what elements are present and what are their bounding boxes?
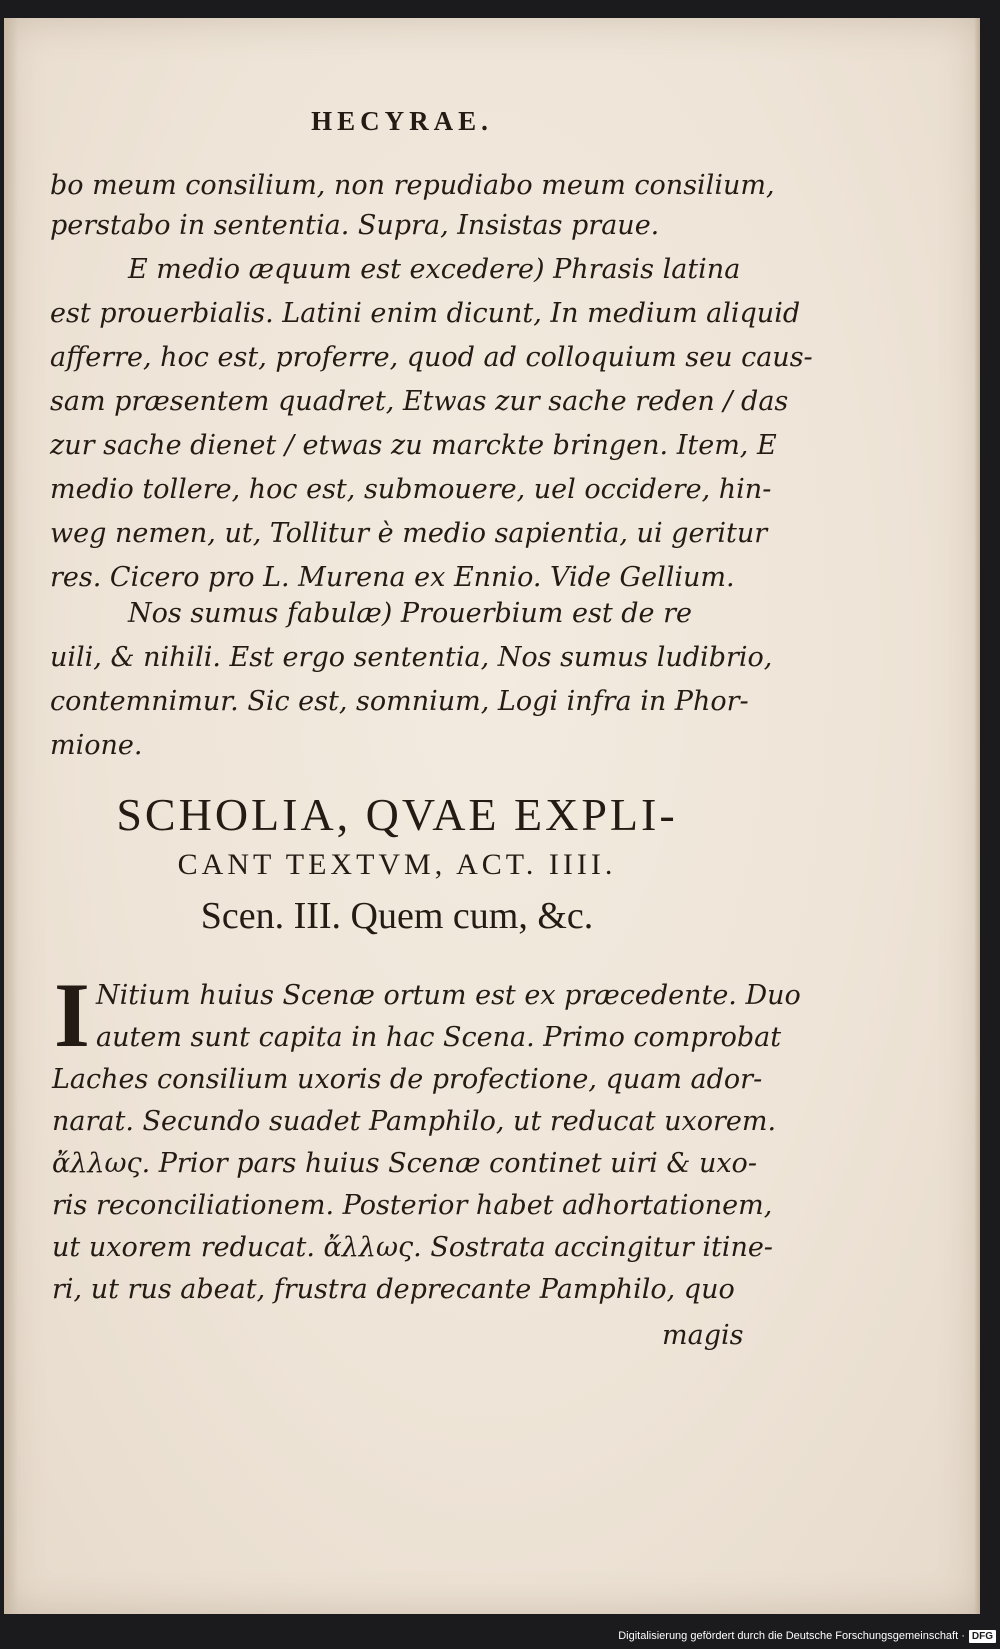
dfg-logo: DFG xyxy=(969,1630,996,1643)
text-line: ut uxorem reducat. ἄλλως. Sostrata accingitur itine- xyxy=(52,1232,773,1263)
text-line: Nitium huius Scenæ ortum est ex præcedente. Duo xyxy=(96,980,801,1011)
text-line: afferre, hoc est, proferre, quod ad colloquium seu caus- xyxy=(50,342,813,373)
book-page xyxy=(4,18,980,1614)
text-line: Nos sumus fabulæ) Prouerbium est de re xyxy=(128,598,692,629)
text-line: contemnimur. Sic est, somnium, Logi infra in Phor- xyxy=(50,686,749,717)
page-text xyxy=(4,18,980,1614)
text-line: perstabo in sententia. Supra, Insistas praue. xyxy=(50,210,660,241)
digitization-footer xyxy=(590,1628,996,1644)
text-line: bo meum consilium, non repudiabo meum consilium, xyxy=(50,170,775,201)
text-line: medio tollere, hoc est, submouere, uel occidere, hin- xyxy=(50,474,772,505)
text-line: E medio æquum est excedere) Phrasis latina xyxy=(128,254,741,285)
catchword: magis xyxy=(662,1320,744,1351)
text-line: zur sache dienet / etwas zu marckte bringen. Item, E xyxy=(50,430,777,461)
drop-cap-initial: I xyxy=(54,964,90,1066)
text-line: ri, ut rus abeat, frustra deprecante Pamphilo, quo xyxy=(52,1274,735,1305)
footer-credit: Digitalisierung gefördert durch die Deutsche Forschungsgemeinschaft · xyxy=(618,1630,965,1642)
text-line: ἄλλως. Prior pars huius Scenæ continet uiri & uxo- xyxy=(52,1148,757,1179)
text-line: autem sunt capita in hac Scena. Primo comprobat xyxy=(96,1022,782,1053)
section-heading-line-1: SCHOLIA, QVAE EXPLI- xyxy=(116,789,678,840)
section-heading-line-3: Scen. III. Quem cum, &c. xyxy=(200,895,594,937)
text-line: narat. Secundo suadet Pamphilo, ut reducat uxorem. xyxy=(52,1106,777,1137)
section-heading-line-2: CANT TEXTVM, ACT. IIII. xyxy=(177,848,617,881)
text-line: res. Cicero pro L. Murena ex Ennio. Vide Gellium. xyxy=(50,562,735,593)
text-line: est prouerbialis. Latini enim dicunt, In medium aliquid xyxy=(50,298,801,329)
text-line: sam præsentem quadret, Etwas zur sache reden / das xyxy=(50,386,789,417)
text-line: ris reconciliationem. Posterior habet adhortationem, xyxy=(52,1190,773,1221)
text-line: uili, & nihili. Est ergo sententia, Nos sumus ludibrio, xyxy=(50,642,773,673)
text-line: Laches consilium uxoris de profectione, quam ador- xyxy=(52,1064,763,1095)
running-head: HECYRAE. xyxy=(311,106,493,136)
text-line: weg nemen, ut, Tollitur è medio sapientia, ui geritur xyxy=(50,518,768,549)
text-line: mione. xyxy=(50,730,143,761)
